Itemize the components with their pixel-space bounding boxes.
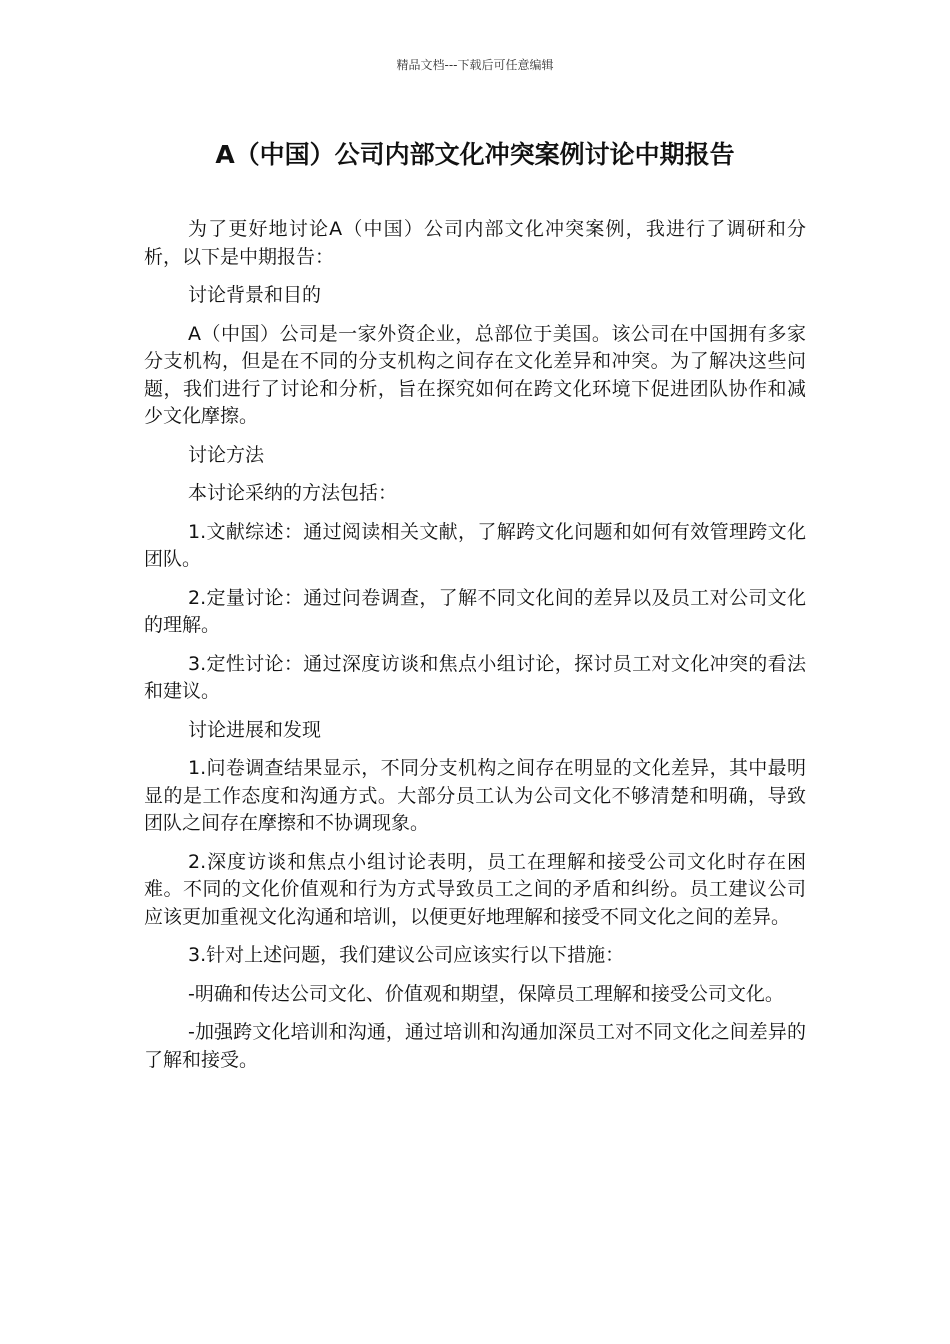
list-item-method-3: 3.定性讨论：通过深度访谈和焦点小组讨论，探讨员工对文化冲突的看法和建议。 (144, 652, 806, 702)
list-item-finding-3: 3.针对上述问题，我们建议公司应该实行以下措施： (188, 944, 625, 966)
section-heading-method: 讨论方法 (188, 443, 265, 466)
paragraph-method-intro: 本讨论采纳的方法包括： (188, 482, 398, 504)
paragraph-background: A（中国）公司是一家外资企业，总部位于美国。该公司在中国拥有多家分支机构，但是在不同的分支机构之间存在文化差异和冲突。为了解决这些问题，我们进行了讨论和分析，旨在探究如何在跨文化环境下促进团队协作和减少文化摩擦。 (144, 322, 806, 427)
header-note: 精品文档---下载后可任意编辑 (396, 58, 554, 72)
document-title: A（中国）公司内部文化冲突案例讨论中期报告 (215, 140, 735, 169)
list-item-finding-1: 1.问卷调查结果显示，不同分支机构之间存在明显的文化差异，其中最明显的是工作态度和沟通方式。大部分员工认为公司文化不够清楚和明确，导致团队之间存在摩擦和不协调现象。 (144, 757, 806, 834)
list-item-measure-2: -加强跨文化培训和沟通，通过培训和沟通加深员工对不同文化之间差异的了解和接受。 (144, 1021, 806, 1071)
paragraph-intro: 为了更好地讨论A（中国）公司内部文化冲突案例，我进行了调研和分析，以下是中期报告： (144, 218, 806, 268)
section-heading-findings: 讨论进展和发现 (188, 718, 322, 741)
document-body (144, 216, 806, 1085)
list-item-measure-1: -明确和传达公司文化、价值观和期望，保障员工理解和接受公司文化。 (188, 982, 784, 1005)
list-item-finding-2: 2.深度访谈和焦点小组讨论表明，员工在理解和接受公司文化时存在困难。不同的文化价值观和行为方式导致员工之间的矛盾和纠纷。员工建议公司应该更加重视文化沟通和培训，以便更好地理解和接受不同文化之间的差异。 (144, 850, 806, 928)
section-heading-background: 讨论背景和目的 (188, 284, 322, 306)
list-item-method-1: 1.文献综述：通过阅读相关文献，了解跨文化问题和如何有效管理跨文化团队。 (144, 520, 806, 570)
list-item-method-2: 2.定量讨论：通过问卷调查，了解不同文化间的差异以及员工对公司文化的理解。 (144, 586, 806, 636)
